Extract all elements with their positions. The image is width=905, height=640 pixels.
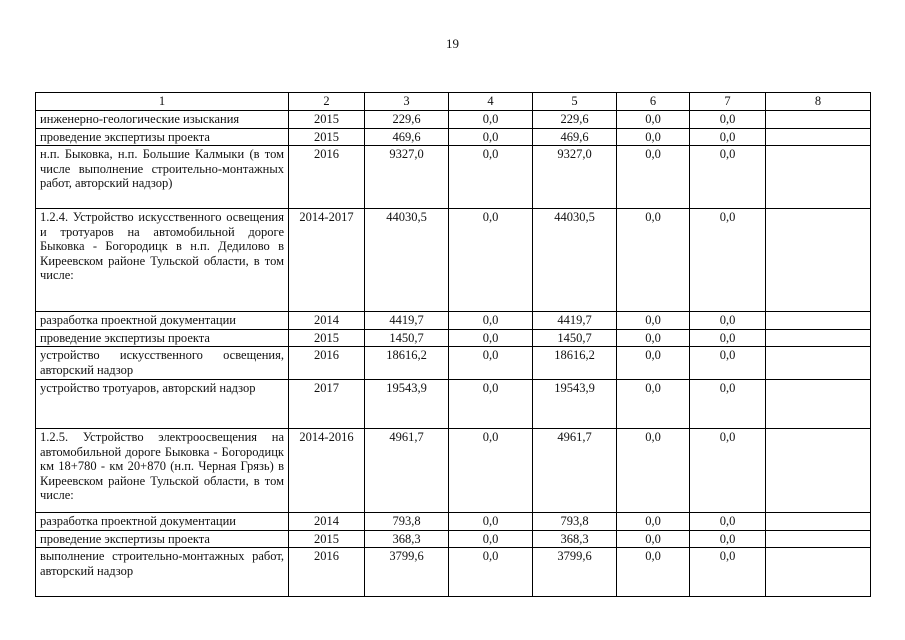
row-description: проведение экспертизы проекта — [36, 329, 289, 347]
row-period: 2016 — [289, 146, 365, 209]
page-number: 19 — [446, 36, 459, 51]
table-row — [36, 548, 871, 597]
cell-col5: 793,8 — [533, 513, 617, 531]
column-header: 7 — [690, 93, 766, 111]
row-period: 2016 — [289, 347, 365, 380]
cell-col8 — [766, 146, 871, 209]
cell-col6: 0,0 — [617, 513, 690, 531]
cell-col6: 0,0 — [617, 548, 690, 597]
row-description: инженерно-геологические изыскания — [36, 111, 289, 129]
cell-col3: 469,6 — [365, 128, 449, 146]
cell-col3: 19543,9 — [365, 380, 449, 429]
cell-col6: 0,0 — [617, 312, 690, 330]
column-header: 5 — [533, 93, 617, 111]
cell-col3: 18616,2 — [365, 347, 449, 380]
cell-col6: 0,0 — [617, 329, 690, 347]
cell-col4: 0,0 — [449, 312, 533, 330]
row-description: выполнение строительно-монтажных работ, авторский надзор — [36, 548, 289, 597]
cell-col3: 368,3 — [365, 530, 449, 548]
cell-col4: 0,0 — [449, 128, 533, 146]
cell-col7: 0,0 — [690, 146, 766, 209]
table-row — [36, 312, 871, 330]
cell-col3: 1450,7 — [365, 329, 449, 347]
cell-col3: 9327,0 — [365, 146, 449, 209]
table-row — [36, 429, 871, 513]
cell-col6: 0,0 — [617, 209, 690, 312]
column-header: 4 — [449, 93, 533, 111]
cell-col8 — [766, 548, 871, 597]
table-row — [36, 209, 871, 312]
cell-col5: 9327,0 — [533, 146, 617, 209]
cell-col6: 0,0 — [617, 429, 690, 513]
cell-col8 — [766, 347, 871, 380]
cell-col5: 4961,7 — [533, 429, 617, 513]
row-description: проведение экспертизы проекта — [36, 128, 289, 146]
cell-col7: 0,0 — [690, 312, 766, 330]
cell-col4: 0,0 — [449, 380, 533, 429]
cell-col3: 3799,6 — [365, 548, 449, 597]
column-header: 8 — [766, 93, 871, 111]
row-period: 2016 — [289, 548, 365, 597]
cell-col7: 0,0 — [690, 111, 766, 129]
table-row — [36, 146, 871, 209]
cell-col5: 469,6 — [533, 128, 617, 146]
row-description: н.п. Быковка, н.п. Большие Калмыки (в том числе выполнение строительно-монтажных работ, авторский надзор) — [36, 146, 289, 209]
row-period: 2015 — [289, 530, 365, 548]
cell-col4: 0,0 — [449, 209, 533, 312]
cell-col5: 4419,7 — [533, 312, 617, 330]
cell-col4: 0,0 — [449, 429, 533, 513]
cell-col7: 0,0 — [690, 548, 766, 597]
cell-col7: 0,0 — [690, 530, 766, 548]
cell-col7: 0,0 — [690, 347, 766, 380]
cell-col5: 18616,2 — [533, 347, 617, 380]
column-header: 3 — [365, 93, 449, 111]
cell-col7: 0,0 — [690, 380, 766, 429]
cell-col8 — [766, 111, 871, 129]
cell-col5: 19543,9 — [533, 380, 617, 429]
row-period: 2014-2017 — [289, 209, 365, 312]
cell-col4: 0,0 — [449, 530, 533, 548]
cell-col8 — [766, 380, 871, 429]
row-description: устройство искусственного освещения, авторский надзор — [36, 347, 289, 380]
cell-col4: 0,0 — [449, 548, 533, 597]
table-row — [36, 380, 871, 429]
cell-col3: 44030,5 — [365, 209, 449, 312]
budget-table — [35, 92, 871, 597]
row-period: 2014 — [289, 312, 365, 330]
cell-col6: 0,0 — [617, 128, 690, 146]
cell-col4: 0,0 — [449, 347, 533, 380]
row-period: 2015 — [289, 111, 365, 129]
cell-col8 — [766, 429, 871, 513]
table-header-row — [36, 93, 871, 111]
cell-col7: 0,0 — [690, 513, 766, 531]
cell-col5: 368,3 — [533, 530, 617, 548]
row-description: проведение экспертизы проекта — [36, 530, 289, 548]
column-header: 1 — [36, 93, 289, 111]
row-period: 2014 — [289, 513, 365, 531]
table-row — [36, 347, 871, 380]
cell-col5: 3799,6 — [533, 548, 617, 597]
table-row — [36, 513, 871, 531]
row-description: разработка проектной документации — [36, 513, 289, 531]
cell-col3: 229,6 — [365, 111, 449, 129]
cell-col7: 0,0 — [690, 128, 766, 146]
cell-col5: 44030,5 — [533, 209, 617, 312]
cell-col3: 4961,7 — [365, 429, 449, 513]
row-period: 2017 — [289, 380, 365, 429]
cell-col8 — [766, 312, 871, 330]
column-header: 6 — [617, 93, 690, 111]
cell-col6: 0,0 — [617, 111, 690, 129]
cell-col8 — [766, 128, 871, 146]
row-description: 1.2.4. Устройство искусственного освещения и тротуаров на автомобильной дороге Быковка - Богородицк в н.п. Дедилово в Киреевском районе Тульской области, в том числе: — [36, 209, 289, 312]
cell-col3: 793,8 — [365, 513, 449, 531]
cell-col6: 0,0 — [617, 347, 690, 380]
cell-col7: 0,0 — [690, 209, 766, 312]
cell-col4: 0,0 — [449, 146, 533, 209]
cell-col5: 1450,7 — [533, 329, 617, 347]
cell-col6: 0,0 — [617, 380, 690, 429]
cell-col3: 4419,7 — [365, 312, 449, 330]
table-row — [36, 128, 871, 146]
cell-col8 — [766, 513, 871, 531]
table-row — [36, 530, 871, 548]
table-row — [36, 111, 871, 129]
row-description: устройство тротуаров, авторский надзор — [36, 380, 289, 429]
cell-col4: 0,0 — [449, 513, 533, 531]
cell-col8 — [766, 329, 871, 347]
table-row — [36, 329, 871, 347]
cell-col4: 0,0 — [449, 111, 533, 129]
row-description: разработка проектной документации — [36, 312, 289, 330]
cell-col6: 0,0 — [617, 146, 690, 209]
cell-col8 — [766, 530, 871, 548]
cell-col8 — [766, 209, 871, 312]
cell-col4: 0,0 — [449, 329, 533, 347]
cell-col7: 0,0 — [690, 429, 766, 513]
row-period: 2015 — [289, 128, 365, 146]
cell-col7: 0,0 — [690, 329, 766, 347]
column-header: 2 — [289, 93, 365, 111]
cell-col5: 229,6 — [533, 111, 617, 129]
row-description: 1.2.5. Устройство электроосвещения на автомобильной дороге Быковка - Богородицк км 18+780 - км 20+870 (н.п. Черная Грязь) в Киреевском районе Тульской области, в том числе: — [36, 429, 289, 513]
cell-col6: 0,0 — [617, 530, 690, 548]
row-period: 2014-2016 — [289, 429, 365, 513]
row-period: 2015 — [289, 329, 365, 347]
